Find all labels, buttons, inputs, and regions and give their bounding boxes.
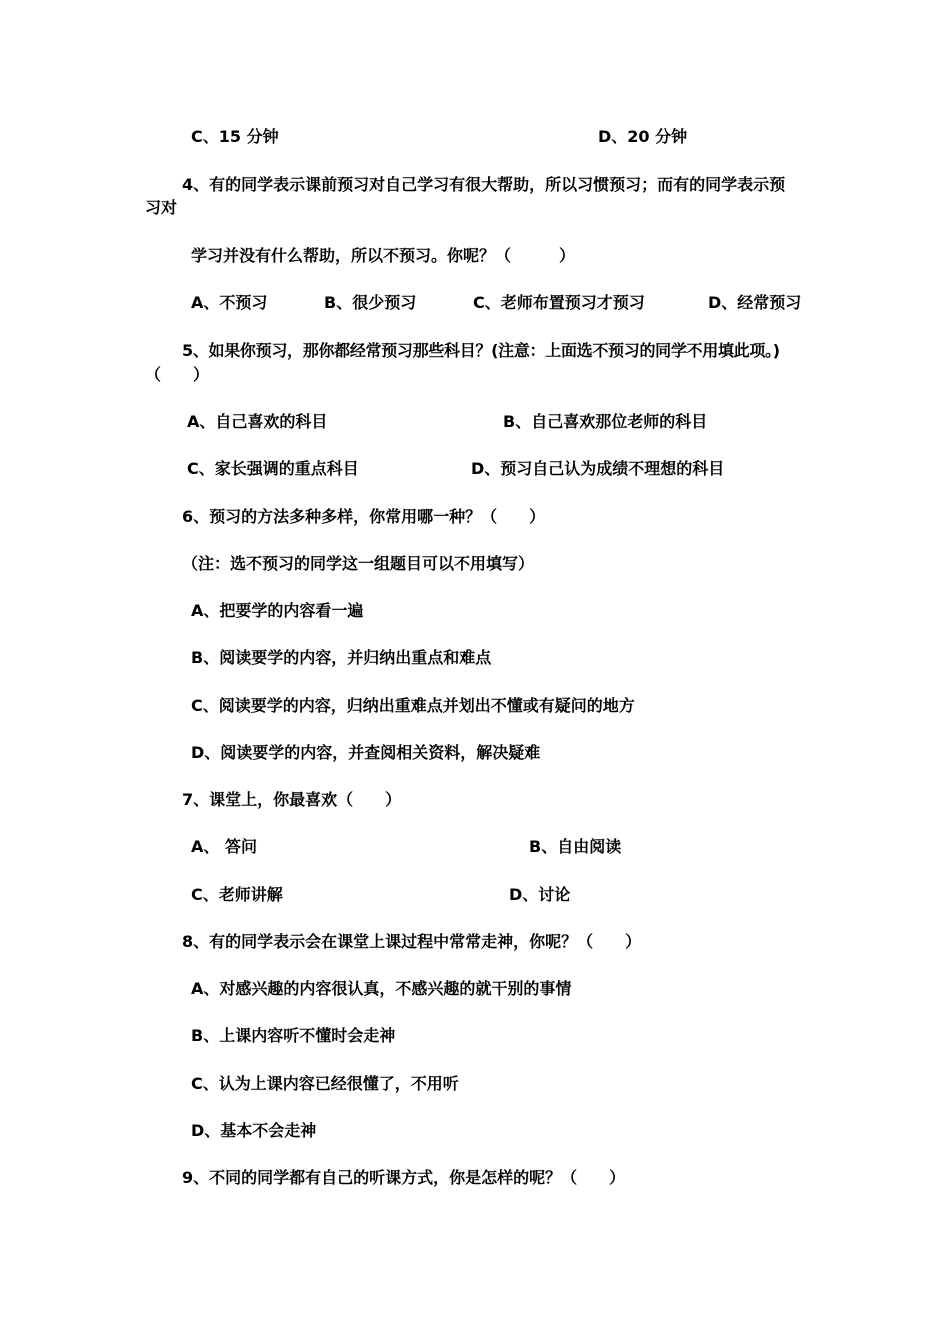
q6-option-a: A、把要学的内容看一遍 [191,601,364,620]
q4-question-line2: 习对 [145,198,178,217]
q6-option-d: D、阅读要学的内容，并查阅相关资料，解决疑难 [191,743,541,762]
q7-option-b: B、自由阅读 [529,837,622,856]
q7-option-a: A、 答问 [191,837,257,856]
q8-option-a: A、对感兴趣的内容很认真，不感兴趣的就干别的事情 [191,979,572,998]
q3-option-c: C、15 分钟 [191,127,279,146]
q5-question-line2: （ ） [145,365,210,384]
q8-option-d: D、基本不会走神 [191,1121,317,1140]
q4-option-b: B、很少预习 [324,293,417,312]
q4-question-line3: 学习并没有什么帮助，所以不预习。你呢？（ ） [191,246,576,265]
q6-question: 6、预习的方法多种多样，你常用哪一种？（ ） [182,507,546,526]
q9-question: 9、不同的同学都有自己的听课方式，你是怎样的呢？（ ） [182,1168,626,1187]
q8-option-b: B、上课内容听不懂时会走神 [191,1026,396,1045]
q8-option-c: C、认为上课内容已经很懂了，不用听 [191,1074,459,1093]
q6-option-c: C、阅读要学的内容，归纳出重难点并划出不懂或有疑问的地方 [191,696,635,715]
q7-question: 7、课堂上，你最喜欢（ ） [182,790,402,809]
q5-question-line1: 5、如果你预习，那你都经常预习那些科目？(注意：上面选不预习的同学不用填此项。) [182,341,780,360]
q5-option-c: C、家长强调的重点科目 [187,459,359,478]
q4-option-d: D、经常预习 [708,293,802,312]
q4-option-c: C、老师布置预习才预习 [473,293,645,312]
q6-note: （注：选不预习的同学这一组题目可以不用填写） [182,554,535,573]
q7-option-c: C、老师讲解 [191,885,283,904]
q5-option-a: A、自己喜欢的科目 [187,412,328,431]
q6-option-b: B、阅读要学的内容，并归纳出重点和难点 [191,648,492,667]
q3-option-d: D、20 分钟 [598,127,688,146]
q4-option-a: A、不预习 [191,293,268,312]
q5-option-b: B、自己喜欢那位老师的科目 [503,412,708,431]
q4-question-line1: 4、有的同学表示课前预习对自己学习有很大帮助，所以习惯预习；而有的同学表示预 [182,175,786,194]
q7-option-d: D、讨论 [509,885,571,904]
q8-question: 8、有的同学表示会在课堂上课过程中常常走神，你呢？（ ） [182,932,642,951]
q5-option-d: D、预习自己认为成绩不理想的科目 [471,459,725,478]
